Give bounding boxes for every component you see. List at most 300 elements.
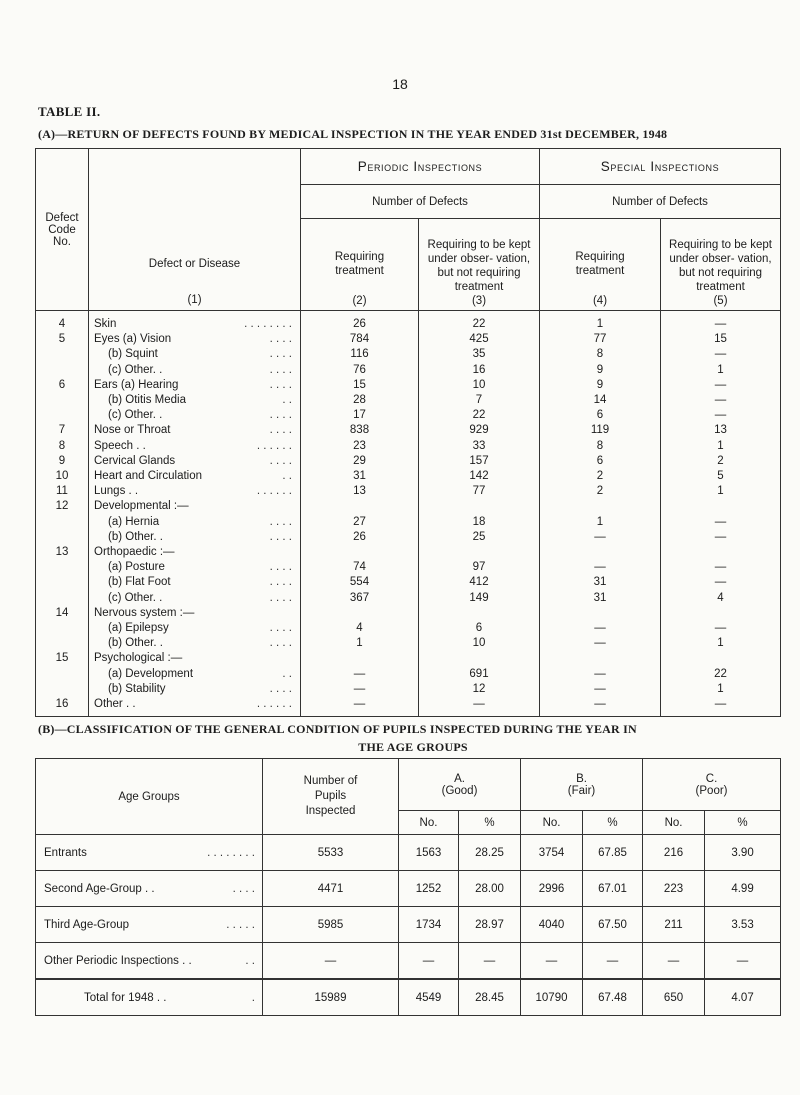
defect-code: 16 — [36, 697, 89, 717]
fair-count: — — [521, 943, 583, 980]
leader-dots: . — [251, 991, 255, 1004]
defects-table — [35, 148, 781, 717]
periodic-observation-count — [419, 545, 540, 560]
special-treatment-count: 9 — [540, 363, 661, 378]
defect-label: (b) Stability — [108, 682, 166, 695]
defect-label: Nervous system :— — [94, 606, 195, 619]
defect-code — [36, 530, 89, 545]
periodic-treatment-count: 15 — [301, 378, 419, 393]
leader-dots: . . — [282, 394, 292, 407]
leader-dots: . . . . — [269, 637, 292, 650]
special-observation-count: 22 — [661, 667, 781, 682]
defect-name — [89, 363, 301, 378]
special-treatment-count: — — [540, 682, 661, 697]
pupils-inspected: 4471 — [263, 871, 399, 907]
defect-name — [89, 621, 301, 636]
periodic-observation-count — [419, 499, 540, 514]
leader-dots: . . . . — [269, 333, 292, 346]
special-number-header: Number of Defects — [540, 185, 781, 219]
table-row — [36, 682, 781, 697]
leader-dots: . . — [282, 667, 292, 680]
defect-name — [89, 408, 301, 423]
periodic-observation-count: 10 — [419, 378, 540, 393]
defect-label: Nose or Throat — [94, 424, 171, 437]
periodic-observation-count: 7 — [419, 393, 540, 408]
periodic-observation-count: — — [419, 697, 540, 717]
periodic-observation-count: 6 — [419, 621, 540, 636]
table-row — [36, 469, 781, 484]
defect-name — [89, 469, 301, 484]
defect-code — [36, 347, 89, 362]
col-header-2: Requiring treatment (2) — [301, 219, 419, 311]
leader-dots: . . — [282, 470, 292, 483]
defect-name — [89, 515, 301, 530]
defect-code: 8 — [36, 439, 89, 454]
age-group-label: Other Periodic Inspections . . — [44, 954, 192, 967]
defect-label: (b) Otitis Media — [108, 394, 186, 407]
defect-label: (b) Other. . — [108, 530, 163, 543]
defect-code: 15 — [36, 651, 89, 666]
good-count: 1563 — [399, 835, 459, 871]
defect-label: Other . . — [94, 698, 136, 711]
periodic-observation-count: 425 — [419, 332, 540, 347]
periodic-observation-count: 149 — [419, 591, 540, 606]
special-treatment-count: 119 — [540, 423, 661, 438]
special-observation-count: 1 — [661, 363, 781, 378]
table-row — [36, 393, 781, 408]
special-treatment-count: 31 — [540, 591, 661, 606]
good-percent: 28.25 — [459, 835, 521, 871]
table-row — [36, 332, 781, 347]
table-row — [36, 667, 781, 682]
defect-name — [89, 591, 301, 606]
defect-name — [89, 530, 301, 545]
fair-percent: 67.50 — [583, 907, 643, 943]
special-observation-count: 13 — [661, 423, 781, 438]
periodic-treatment-count: 554 — [301, 575, 419, 590]
pupils-inspected: 15989 — [263, 979, 399, 1016]
leader-dots: . . . . — [269, 561, 292, 574]
good-percent: 28.45 — [459, 979, 521, 1016]
special-treatment-count: — — [540, 560, 661, 575]
age-group-label: Total for 1948 . . — [84, 991, 167, 1004]
defect-label: Heart and Circulation — [94, 470, 203, 483]
special-treatment-count: 6 — [540, 454, 661, 469]
age-group-label: Second Age-Group . . — [44, 882, 155, 895]
special-treatment-count: 9 — [540, 378, 661, 393]
pupils-inspected: 5985 — [263, 907, 399, 943]
periodic-observation-count: 16 — [419, 363, 540, 378]
special-observation-count: — — [661, 393, 781, 408]
defect-label: (a) Hernia — [108, 515, 160, 528]
periodic-observation-count: 22 — [419, 311, 540, 333]
periodic-treatment-count: — — [301, 667, 419, 682]
special-observation-count: — — [661, 408, 781, 423]
table-row — [36, 606, 781, 621]
leader-dots: . . . . — [269, 363, 292, 376]
periodic-number-header: Number of Defects — [301, 185, 540, 219]
special-treatment-count — [540, 499, 661, 514]
defect-name — [89, 636, 301, 651]
periodic-treatment-count: 28 — [301, 393, 419, 408]
special-observation-count: — — [661, 347, 781, 362]
special-treatment-count: 8 — [540, 439, 661, 454]
defect-code — [36, 621, 89, 636]
poor-count: — — [643, 943, 705, 980]
table-row — [36, 560, 781, 575]
defect-name — [89, 332, 301, 347]
periodic-observation-count: 35 — [419, 347, 540, 362]
defect-label: Lungs . . — [94, 485, 139, 498]
table-row — [36, 454, 781, 469]
defect-label: Skin — [94, 318, 117, 330]
periodic-treatment-count: 4 — [301, 621, 419, 636]
leader-dots: . . . . — [269, 622, 292, 635]
poor-percent: 4.99 — [705, 871, 781, 907]
defect-code — [36, 591, 89, 606]
defect-code: 6 — [36, 378, 89, 393]
periodic-observation-count: 97 — [419, 560, 540, 575]
special-observation-count: 5 — [661, 469, 781, 484]
col-header-age-groups: Age Groups — [36, 759, 263, 835]
special-treatment-count: — — [540, 667, 661, 682]
col-header-5: Requiring to be kept under obser- vation, but not requiring treatment (5) — [661, 219, 781, 311]
poor-percent: 4.07 — [705, 979, 781, 1016]
section-b-title: (B)—CLASSIFICATION OF THE GENERAL CONDITION OF PUPILS INSPECTED DURING THE YEAR IN THE AGE GROUPS — [38, 722, 637, 754]
table-row — [36, 530, 781, 545]
fair-count: 3754 — [521, 835, 583, 871]
defect-name — [89, 393, 301, 408]
col-header-code: Defect Code No. — [36, 149, 89, 311]
periodic-observation-count: 691 — [419, 667, 540, 682]
defect-name — [89, 697, 301, 717]
special-observation-count: 1 — [661, 682, 781, 697]
special-treatment-count: 2 — [540, 469, 661, 484]
poor-percent: 3.90 — [705, 835, 781, 871]
table-row — [36, 943, 781, 980]
defect-label: (a) Posture — [108, 561, 165, 574]
periodic-observation-count: 18 — [419, 515, 540, 530]
leader-dots: . . . . . . — [256, 698, 292, 711]
leader-dots: . . . . — [269, 424, 292, 437]
good-percent: 28.00 — [459, 871, 521, 907]
periodic-observation-count: 25 — [419, 530, 540, 545]
special-observation-count: 4 — [661, 591, 781, 606]
periodic-observation-count: 12 — [419, 682, 540, 697]
defect-name — [89, 423, 301, 438]
poor-percent: 3.53 — [705, 907, 781, 943]
table-row — [36, 651, 781, 666]
table-row — [36, 835, 781, 871]
pupils-inspected: — — [263, 943, 399, 980]
table-title: TABLE II. — [38, 104, 101, 119]
defect-label: (c) Other. . — [108, 409, 163, 422]
leader-dots: . . . . — [232, 882, 255, 895]
periodic-treatment-count — [301, 545, 419, 560]
periodic-observation-count: 77 — [419, 484, 540, 499]
age-group — [36, 871, 263, 907]
special-treatment-count: 77 — [540, 332, 661, 347]
special-observation-count: 1 — [661, 439, 781, 454]
special-observation-count — [661, 651, 781, 666]
leader-dots: . . . . — [269, 576, 292, 589]
defect-code: 11 — [36, 484, 89, 499]
periodic-treatment-count: 26 — [301, 530, 419, 545]
defect-code — [36, 575, 89, 590]
table-row — [36, 363, 781, 378]
special-observation-count: — — [661, 378, 781, 393]
special-observation-count: — — [661, 530, 781, 545]
defect-label: (c) Other. . — [108, 363, 163, 376]
periodic-treatment-count: — — [301, 697, 419, 717]
table-row — [36, 907, 781, 943]
periodic-observation-count — [419, 606, 540, 621]
fair-count: 10790 — [521, 979, 583, 1016]
col-header-fair-no: No. — [521, 811, 583, 835]
leader-dots: . . . . — [269, 409, 292, 422]
leader-dots: . . . . . . . . — [207, 846, 255, 859]
special-observation-count: 1 — [661, 636, 781, 651]
leader-dots: . . — [245, 954, 255, 967]
periodic-observation-count: 10 — [419, 636, 540, 651]
defect-code: 7 — [36, 423, 89, 438]
table-row — [36, 484, 781, 499]
periodic-observation-count — [419, 651, 540, 666]
defect-code — [36, 667, 89, 682]
table-row — [36, 871, 781, 907]
defect-name — [89, 378, 301, 393]
periodic-inspections-header: Periodic Inspections — [301, 149, 540, 185]
good-percent: — — [459, 943, 521, 980]
col-header-3: Requiring to be kept under obser- vation, but not requiring treatment (3) — [419, 219, 540, 311]
special-observation-count: — — [661, 560, 781, 575]
fair-percent: 67.01 — [583, 871, 643, 907]
section-a-title: (A)—RETURN OF DEFECTS FOUND BY MEDICAL INSPECTION IN THE YEAR ENDED 31st DECEMBER, 1948 — [38, 127, 668, 141]
age-group — [36, 907, 263, 943]
special-observation-count: — — [661, 311, 781, 333]
table-row — [36, 347, 781, 362]
table-row — [36, 408, 781, 423]
defect-name — [89, 545, 301, 560]
defect-code — [36, 408, 89, 423]
defect-name — [89, 575, 301, 590]
defect-label: (a) Development — [108, 667, 194, 680]
table-row — [36, 636, 781, 651]
col-header-good: A. (Good) — [399, 759, 521, 811]
special-treatment-count: — — [540, 621, 661, 636]
special-treatment-count: — — [540, 530, 661, 545]
defect-name — [89, 560, 301, 575]
age-group — [36, 835, 263, 871]
defect-name — [89, 499, 301, 514]
periodic-treatment-count: 27 — [301, 515, 419, 530]
defect-label: (b) Other. . — [108, 637, 163, 650]
good-count: 4549 — [399, 979, 459, 1016]
defect-label: (b) Squint — [108, 348, 158, 361]
special-observation-count: — — [661, 515, 781, 530]
periodic-treatment-count: 23 — [301, 439, 419, 454]
special-observation-count — [661, 606, 781, 621]
defect-code — [36, 363, 89, 378]
leader-dots: . . . . — [269, 515, 292, 528]
special-observation-count — [661, 499, 781, 514]
defect-name — [89, 311, 301, 333]
special-inspections-header: Special Inspections — [540, 149, 781, 185]
table-row — [36, 545, 781, 560]
col-header-disease: Defect or Disease (1) — [89, 149, 301, 311]
leader-dots: . . . . — [269, 378, 292, 391]
defect-code — [36, 515, 89, 530]
periodic-treatment-count: 1 — [301, 636, 419, 651]
special-observation-count — [661, 545, 781, 560]
defect-name — [89, 347, 301, 362]
defect-code — [36, 393, 89, 408]
poor-percent: — — [705, 943, 781, 980]
poor-count: 223 — [643, 871, 705, 907]
defect-label: (a) Epilepsy — [108, 622, 169, 635]
periodic-treatment-count: 367 — [301, 591, 419, 606]
periodic-treatment-count: — — [301, 682, 419, 697]
fair-percent: — — [583, 943, 643, 980]
classification-table — [35, 758, 781, 1016]
special-treatment-count: — — [540, 697, 661, 717]
col-header-poor: C. (Poor) — [643, 759, 781, 811]
leader-dots: . . . . . . — [256, 485, 292, 498]
special-treatment-count — [540, 545, 661, 560]
special-treatment-count — [540, 606, 661, 621]
special-treatment-count: 6 — [540, 408, 661, 423]
leader-dots: . . . . — [269, 591, 292, 604]
defect-code — [36, 560, 89, 575]
table-row — [36, 621, 781, 636]
special-observation-count: — — [661, 575, 781, 590]
special-treatment-count: 14 — [540, 393, 661, 408]
defect-label: Cervical Glands — [94, 454, 176, 467]
col-header-good-pct: % — [459, 811, 521, 835]
defect-name — [89, 667, 301, 682]
col-header-fair-pct: % — [583, 811, 643, 835]
periodic-treatment-count: 31 — [301, 469, 419, 484]
special-treatment-count: 31 — [540, 575, 661, 590]
defect-label: Psychological :— — [94, 652, 183, 665]
poor-count: 650 — [643, 979, 705, 1016]
poor-count: 216 — [643, 835, 705, 871]
good-count: — — [399, 943, 459, 980]
defect-code — [36, 682, 89, 697]
periodic-observation-count: 33 — [419, 439, 540, 454]
table-row — [36, 423, 781, 438]
periodic-treatment-count: 784 — [301, 332, 419, 347]
periodic-treatment-count: 76 — [301, 363, 419, 378]
periodic-observation-count: 142 — [419, 469, 540, 484]
good-count: 1252 — [399, 871, 459, 907]
table-row — [36, 311, 781, 333]
special-observation-count: — — [661, 621, 781, 636]
col-header-poor-pct: % — [705, 811, 781, 835]
defect-code: 5 — [36, 332, 89, 347]
table-row — [36, 575, 781, 590]
special-treatment-count: — — [540, 636, 661, 651]
leader-dots: . . . . — [269, 348, 292, 361]
table-row — [36, 439, 781, 454]
table-row — [36, 591, 781, 606]
defect-name — [89, 439, 301, 454]
page-number: 18 — [392, 76, 408, 92]
defect-label: Developmental :— — [94, 500, 189, 513]
age-group-label: Third Age-Group — [44, 918, 130, 931]
periodic-treatment-count — [301, 499, 419, 514]
defect-label: Ears (a) Hearing — [94, 378, 179, 391]
defect-name — [89, 651, 301, 666]
defect-label: (c) Other. . — [108, 591, 163, 604]
good-percent: 28.97 — [459, 907, 521, 943]
fair-count: 2996 — [521, 871, 583, 907]
defect-code — [36, 636, 89, 651]
special-observation-count: 2 — [661, 454, 781, 469]
defect-label: Orthopaedic :— — [94, 546, 175, 559]
special-treatment-count: 1 — [540, 311, 661, 333]
good-count: 1734 — [399, 907, 459, 943]
leader-dots: . . . . — [269, 530, 292, 543]
defect-label: (b) Flat Foot — [108, 576, 171, 589]
periodic-treatment-count: 26 — [301, 311, 419, 333]
leader-dots: . . . . . — [226, 918, 255, 931]
special-observation-count: 15 — [661, 332, 781, 347]
special-treatment-count: 8 — [540, 347, 661, 362]
fair-count: 4040 — [521, 907, 583, 943]
table-row — [36, 697, 781, 717]
fair-percent: 67.48 — [583, 979, 643, 1016]
leader-dots: . . . . — [269, 682, 292, 695]
periodic-observation-count: 929 — [419, 423, 540, 438]
special-treatment-count: 2 — [540, 484, 661, 499]
defect-code: 14 — [36, 606, 89, 621]
col-header-pupils: Number of Pupils Inspected — [263, 759, 399, 835]
leader-dots: . . . . . . — [256, 439, 292, 452]
table-row — [36, 378, 781, 393]
periodic-treatment-count: 17 — [301, 408, 419, 423]
defect-code: 12 — [36, 499, 89, 514]
age-group — [36, 943, 263, 980]
defect-name — [89, 682, 301, 697]
defect-code: 4 — [36, 311, 89, 333]
special-observation-count: 1 — [661, 484, 781, 499]
periodic-observation-count: 22 — [419, 408, 540, 423]
col-header-fair: B. (Fair) — [521, 759, 643, 811]
pupils-inspected: 5533 — [263, 835, 399, 871]
col-header-good-no: No. — [399, 811, 459, 835]
periodic-observation-count: 412 — [419, 575, 540, 590]
special-observation-count: — — [661, 697, 781, 717]
defect-code: 13 — [36, 545, 89, 560]
age-group — [36, 979, 263, 1016]
col-header-4: Requiring treatment (4) — [540, 219, 661, 311]
periodic-treatment-count — [301, 651, 419, 666]
periodic-treatment-count: 74 — [301, 560, 419, 575]
defect-code: 9 — [36, 454, 89, 469]
defect-code: 10 — [36, 469, 89, 484]
special-treatment-count — [540, 651, 661, 666]
leader-dots: . . . . — [269, 454, 292, 467]
periodic-observation-count: 157 — [419, 454, 540, 469]
defect-name — [89, 484, 301, 499]
periodic-treatment-count: 13 — [301, 484, 419, 499]
defect-label: Speech . . — [94, 439, 146, 452]
age-group-label: Entrants — [44, 846, 87, 859]
total-row — [36, 979, 781, 1016]
col-header-poor-no: No. — [643, 811, 705, 835]
defect-name — [89, 454, 301, 469]
